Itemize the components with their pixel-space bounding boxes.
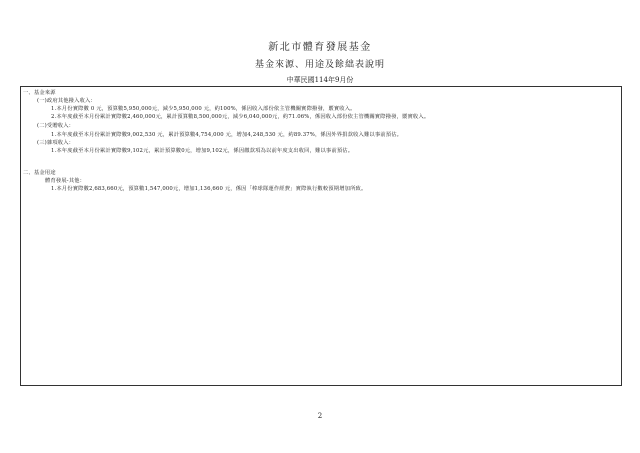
gov-transfer-item-2: 2.本年度截至本月份累計實際數2,460,000元，累計預算數8,500,000元，減少6,040,000元，約71.06%，係因收入部份依主管機關實際撥發，覈實收入。 — [51, 114, 430, 120]
section-use-heading: 二、基金用途 — [23, 170, 56, 176]
donation-heading: (二)受贈收入： — [37, 123, 75, 129]
use-sub-heading: 體育發展-其他： — [45, 178, 86, 184]
report-period: 中華民國114年9月份 — [286, 76, 354, 84]
gov-transfer-item-1: 1.本月份實際數 0 元，預算數5,950,000元，減少5,950,000 元，約100%，係因收入部份依主管機關實際撥發，覈實收入。 — [51, 106, 356, 112]
fund-title: 新北市體育發展基金 — [268, 42, 372, 53]
section-source-heading: 一、基金來源 — [23, 90, 56, 96]
misc-heading: (三)雜項收入： — [37, 140, 75, 146]
donation-item-1: 1.本年度截至本月份累計實際數9,002,530 元，累計預算數4,754,000 元，增加4,248,530 元，約89.37%，係因外界捐款收入難以事前預估。 — [51, 132, 403, 138]
report-title: 基金來源、用途及餘絀表說明 — [254, 60, 385, 70]
use-item-1: 1.本月份實際數2,683,660元，預算數1,547,000元，增加1,136,660 元，係因「棒球隊運作經費」實際執行數較預期增加所致。 — [51, 186, 367, 192]
gov-transfer-heading: (一)政府其他撥入收入： — [37, 98, 96, 104]
misc-item-1: 1.本年度截至本月份累計實際數9,102元，累計預算數0元，增加9,102元，係因繳款項為以前年度支出收回，難以事前預估。 — [51, 148, 354, 154]
explanation-box — [20, 86, 622, 386]
page-number: 2 — [317, 412, 323, 420]
